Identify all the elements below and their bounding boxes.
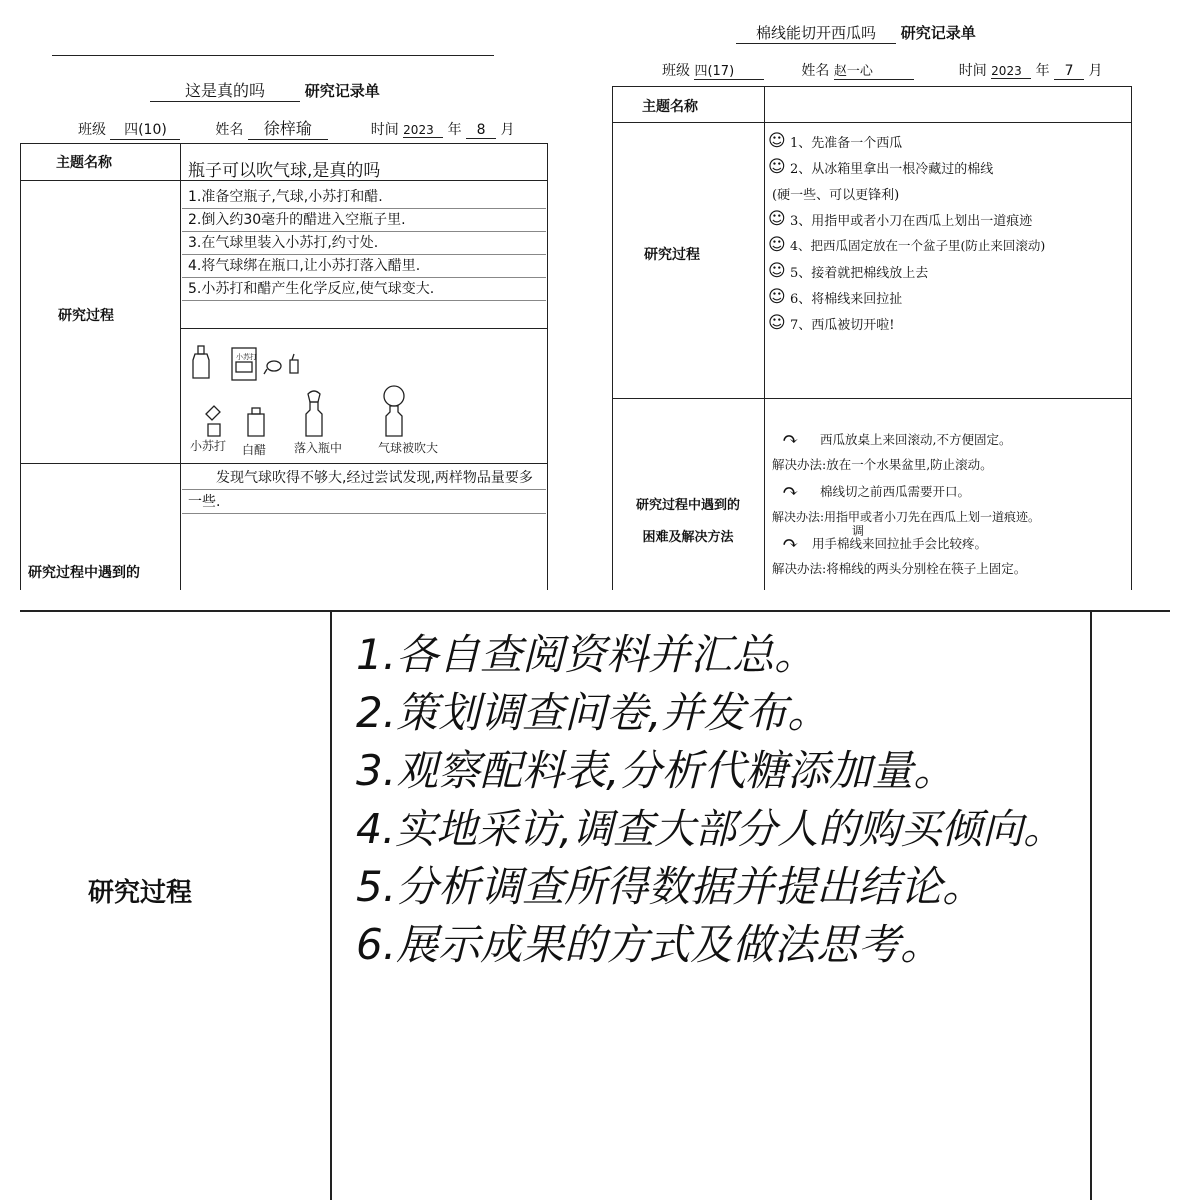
step-text: 6、将棉线来回拉扯	[790, 291, 903, 307]
topic-label: 主题名称	[642, 99, 698, 115]
vinegar-bottle-icon	[248, 408, 264, 436]
problem-row	[772, 478, 1128, 504]
topic-value: 瓶子可以吹气球,是真的吗	[188, 161, 381, 181]
table-line	[20, 143, 21, 590]
smiley-icon: ☺	[768, 131, 786, 151]
table-line	[180, 143, 181, 590]
cup-icon	[290, 354, 298, 373]
step-text: 1、先准备一个西瓜	[790, 135, 903, 151]
month-char: 月	[500, 122, 515, 138]
table-line	[612, 398, 1132, 399]
step-text: 5、接着就把棉线放上去	[790, 265, 929, 281]
title-handwritten: 棉线能切开西瓜吗	[736, 22, 896, 44]
difficulty-label	[618, 490, 758, 554]
table-line	[764, 86, 765, 590]
research-record-sheet-watermelon	[602, 0, 1200, 590]
class-label: 班级	[662, 63, 690, 79]
steps-bottom-rule	[180, 328, 547, 329]
process-label: 研究过程	[58, 308, 114, 324]
step-line: 1.准备空瓶子,气球,小苏打和醋.	[182, 186, 546, 209]
class-label: 班级	[78, 122, 106, 138]
class-value: 四(10)	[110, 119, 180, 140]
problem-row	[772, 426, 1128, 452]
table-line	[612, 122, 1132, 123]
table-line	[1131, 86, 1132, 590]
experiment-sketch	[186, 340, 516, 460]
step-line: 2.策划调查问卷,并发布。	[356, 688, 830, 737]
name-label: 姓名	[215, 122, 244, 138]
difficulty-text-block	[182, 466, 546, 514]
step-line: 6.展示成果的方式及做法思考。	[356, 920, 943, 969]
sheet-title	[736, 22, 1116, 44]
problem-text: 西瓜放桌上来回滚动,不方便固定。	[820, 432, 1012, 447]
year-char: 年	[447, 122, 462, 138]
steps-list	[356, 626, 1076, 974]
topic-label: 主题名称	[56, 155, 112, 171]
step-row	[768, 206, 1128, 232]
time-label: 时间	[370, 122, 399, 138]
problem-text: 用手棉线来回拉扯手会比较疼。	[812, 536, 988, 551]
table-line	[20, 463, 548, 464]
step-text: (硬一些、可以更锋利)	[772, 187, 900, 203]
table-line	[612, 86, 1132, 87]
solution-text: 解决办法:用指甲或者小刀先在西瓜上划一道痕迹。	[772, 510, 1041, 524]
step-text: 4、把西瓜固定放在一个盆子里(防止来回滚动)	[790, 238, 1046, 253]
smiley-icon: ☺	[768, 157, 786, 177]
step-row	[768, 128, 1128, 154]
solution-text: 解决办法:放在一个水果盆里,防止滚动。	[772, 457, 993, 472]
research-process-closeup	[0, 600, 1200, 1200]
step-line: 4.将气球绑在瓶口,让小苏打落入醋里.	[182, 255, 546, 278]
curved-arrow-icon: ↷	[782, 479, 799, 503]
difficulty-label-line2: 困难及解决方法	[642, 530, 734, 545]
sketch-label-inflate: 气球被吹大	[378, 441, 439, 455]
class-value: 四(17)	[694, 60, 764, 80]
curved-arrow-icon: ↷	[782, 427, 799, 451]
step-row	[768, 232, 1128, 258]
smiley-icon: ☺	[768, 235, 786, 255]
process-label: 研究过程	[88, 878, 193, 908]
step-text: 2、从冰箱里拿出一根冷藏过的棉线	[790, 161, 994, 177]
difficulty-text: 发现气球吹得不够大,经过尝试发现,两样物品量要多一些.	[182, 466, 546, 514]
smiley-icon: ☺	[768, 209, 786, 229]
name-label: 姓名	[801, 63, 830, 79]
step-line: 2.倒入约30毫升的醋进入空瓶子里.	[182, 209, 546, 232]
step-line: 3.观察配料表,分析代糖添加量。	[356, 746, 956, 795]
top-rule	[52, 55, 494, 56]
sketch-label-drop: 落入瓶中	[294, 441, 343, 455]
bottle-icon	[193, 346, 209, 378]
step-row	[768, 284, 1128, 310]
balloon-icon	[264, 361, 281, 374]
step-line: 1.各自查阅资料并汇总。	[356, 630, 817, 679]
difficulty-label: 研究过程中遇到的	[28, 565, 140, 581]
research-record-sheet-balloon	[0, 0, 592, 590]
problems-list	[772, 426, 1128, 582]
step-row	[768, 310, 1128, 336]
step-row	[768, 258, 1128, 284]
step-row	[768, 180, 1128, 206]
time-year: 2023	[403, 123, 443, 138]
steps-list	[768, 128, 1128, 336]
step-line: 5.分析调查所得数据并提出结论。	[356, 862, 985, 911]
sketch-box-label: 小苏打	[236, 353, 257, 361]
step-line: 5.小苏打和醋产生化学反应,使气球变大.	[182, 278, 546, 301]
sheet-title	[150, 78, 510, 102]
smiley-icon: ☺	[768, 313, 786, 333]
name-value: 赵一心	[834, 60, 914, 80]
step-line: 3.在气球里装入小苏打,约寸处.	[182, 232, 546, 255]
title-handwritten: 这是真的吗	[150, 78, 300, 102]
bottle-pour-icon	[206, 406, 220, 436]
curved-arrow-icon: ↷	[782, 531, 799, 555]
table-line	[20, 143, 548, 144]
smiley-icon: ☺	[768, 261, 786, 281]
year-char: 年	[1035, 63, 1050, 79]
step-text: 7、西瓜被切开啦!	[790, 317, 895, 333]
inflated-balloon-icon	[384, 386, 404, 436]
month-char: 月	[1088, 63, 1103, 79]
sketch-label-vinegar: 白醋	[242, 443, 267, 457]
name-value: 徐梓瑜	[248, 116, 328, 140]
difficulty-label-line1: 研究过程中遇到的	[635, 498, 740, 513]
table-line	[547, 143, 548, 590]
problem-text: 棉线切之前西瓜需要开口。	[820, 484, 971, 499]
solution-text: 解决办法:将棉线的两头分别栓在筷子上固定。	[772, 561, 1027, 576]
info-row	[78, 116, 578, 140]
time-month: 8	[466, 122, 496, 139]
step-line: 4.实地采访,调查大部分人的购买倾向。	[356, 805, 1065, 853]
time-year: 2023	[991, 64, 1031, 79]
table-line	[612, 86, 613, 590]
handwritten-insert: 调	[852, 524, 865, 538]
table-line	[20, 610, 1170, 612]
time-month: 7	[1054, 63, 1084, 80]
steps-list	[182, 186, 546, 301]
table-line	[1090, 610, 1092, 1200]
title-suffix: 研究记录单	[900, 24, 976, 42]
bottle-with-balloon-icon	[306, 391, 322, 436]
process-label: 研究过程	[644, 247, 700, 263]
step-text: 3、用指甲或者小刀在西瓜上划出一道痕迹	[790, 213, 1033, 229]
info-row	[662, 60, 1182, 80]
table-line	[330, 610, 332, 1200]
time-label: 时间	[958, 63, 987, 79]
smiley-icon: ☺	[768, 287, 786, 307]
step-row	[768, 154, 1128, 180]
problem-row	[772, 524, 1128, 556]
sketch-label-soda: 小苏打	[190, 439, 227, 453]
title-suffix: 研究记录单	[304, 82, 380, 100]
